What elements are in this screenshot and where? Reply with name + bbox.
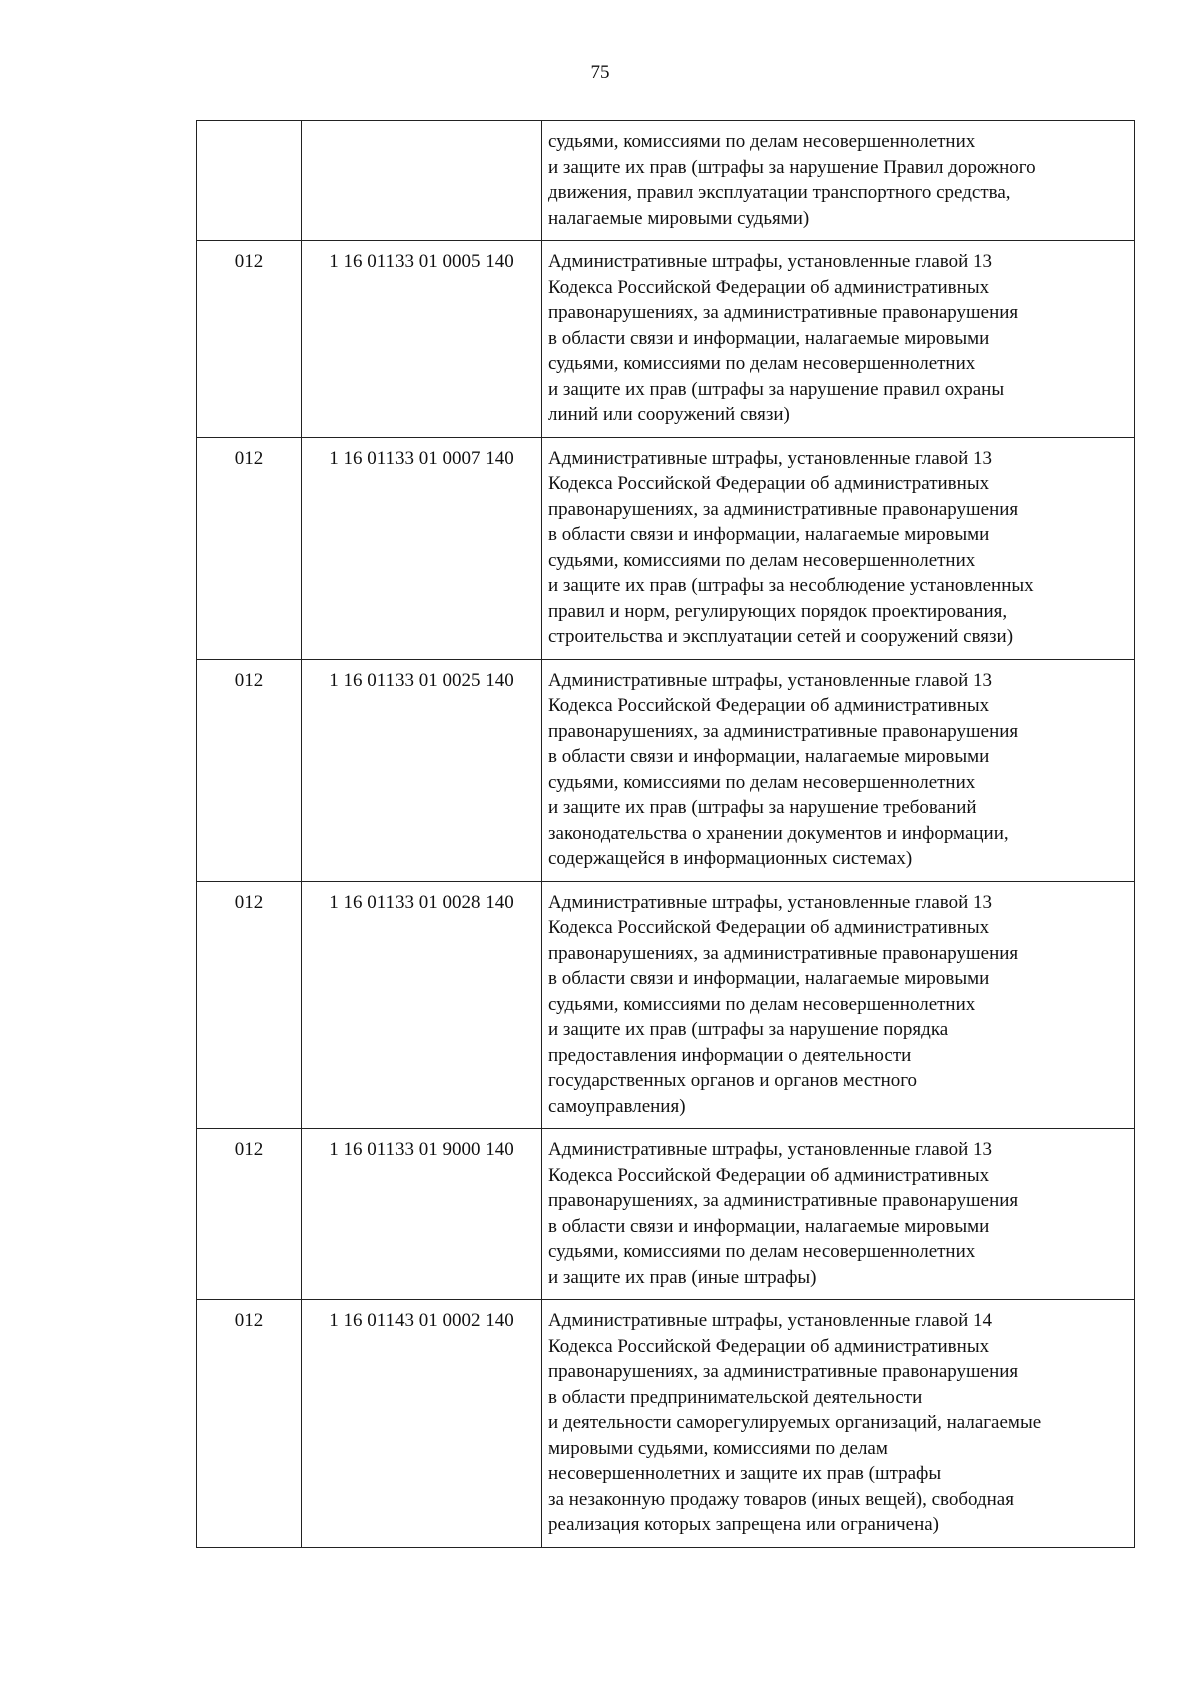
description-line: Административные штрафы, установленные главой 13 — [548, 891, 993, 913]
description-line: предоставления информации о деятельности — [548, 1044, 912, 1066]
admin-code-cell: 012 — [197, 1300, 302, 1548]
description-line: правонарушениях, за административные правонарушения — [548, 720, 1019, 742]
description-line: реализация которых запрещена или ограничена) — [548, 1514, 940, 1535]
description-line: и защите их прав (иные штрафы) — [548, 1266, 817, 1288]
budget-classification-code-cell: 1 16 01133 01 0007 140 — [302, 437, 542, 659]
description-line: Кодекса Российской Федерации об административных — [548, 276, 990, 298]
description-line: государственных органов и органов местного — [548, 1070, 918, 1091]
table-row — [197, 881, 1135, 1129]
description-line: движения, правил эксплуатации транспортного средства, — [548, 182, 1011, 203]
description-line: судьями, комиссиями по делам несовершеннолетних — [548, 993, 976, 1015]
admin-code-cell: 012 — [197, 659, 302, 881]
description-line: судьями, комиссиями по делам несовершеннолетних — [548, 771, 976, 793]
description-line: за незаконную продажу товаров (иных вещей), свободная — [548, 1488, 1014, 1510]
description-line: правонарушениях, за административные правонарушения — [548, 302, 1019, 323]
description-line: судьями, комиссиями по делам несовершеннолетних — [548, 131, 976, 152]
description-line: правонарушениях, за административные правонарушения — [548, 942, 1019, 964]
description-line: и защите их прав (штрафы за нарушение требований — [548, 797, 977, 818]
table-row — [197, 659, 1135, 881]
description-line: правонарушениях, за административные правонарушения — [548, 1361, 1019, 1382]
table-row — [197, 241, 1135, 438]
description-line: Административные штрафы, установленные главой 13 — [548, 1139, 993, 1160]
table-row — [197, 121, 1135, 241]
table-row — [197, 437, 1135, 659]
description-line: Административные штрафы, установленные главой 13 — [548, 251, 993, 272]
description-line: строительства и эксплуатации сетей и сооружений связи) — [548, 626, 1014, 647]
description-line: судьями, комиссиями по делам несовершеннолетних — [548, 1241, 976, 1262]
income-description-cell — [542, 659, 1135, 881]
description-line: в области связи и информации, налагаемые мировыми — [548, 1215, 990, 1237]
description-line: Кодекса Российской Федерации об административных — [548, 1164, 990, 1186]
description-line: содержащейся в информационных системах) — [548, 848, 913, 869]
description-line: и защите их прав (штрафы за нарушение Правил дорожного — [548, 156, 1036, 178]
admin-code-cell: 012 — [197, 437, 302, 659]
description-line: налагаемые мировыми судьями) — [548, 207, 810, 229]
description-line: Административные штрафы, установленные главой 13 — [548, 669, 993, 691]
income-description-cell — [542, 241, 1135, 438]
budget-classification-code-cell: 1 16 01133 01 0005 140 — [302, 241, 542, 438]
admin-code-cell — [197, 121, 302, 241]
budget-classification-code-cell: 1 16 01133 01 0025 140 — [302, 659, 542, 881]
description-line: Административные штрафы, установленные главой 14 — [548, 1310, 993, 1331]
description-line: в области связи и информации, налагаемые мировыми — [548, 968, 990, 989]
page-number: 75 — [590, 62, 610, 83]
description-line: судьями, комиссиями по делам несовершеннолетних — [548, 549, 976, 571]
admin-code-cell: 012 — [197, 881, 302, 1129]
description-line: линий или сооружений связи) — [548, 404, 790, 425]
description-line: Административные штрафы, установленные главой 13 — [548, 447, 993, 469]
description-line: в области связи и информации, налагаемые мировыми — [548, 746, 990, 767]
description-line: мировыми судьями, комиссиями по делам — [548, 1437, 888, 1459]
budget-classification-code-cell: 1 16 01133 01 9000 140 — [302, 1129, 542, 1300]
table-body — [197, 121, 1135, 1548]
description-line: в области связи и информации, налагаемые мировыми — [548, 524, 990, 545]
description-line: Кодекса Российской Федерации об административных — [548, 473, 990, 494]
description-line: судьями, комиссиями по делам несовершеннолетних — [548, 353, 976, 374]
income-description-cell — [542, 437, 1135, 659]
description-line: и защите их прав (штрафы за несоблюдение установленных — [548, 575, 1034, 596]
description-line: законодательства о хранении документов и информации, — [548, 822, 1009, 844]
description-line: и защите их прав (штрафы за нарушение правил охраны — [548, 378, 1005, 400]
income-description-cell — [542, 1129, 1135, 1300]
description-line: правонарушениях, за административные правонарушения — [548, 498, 1019, 520]
income-description-cell — [542, 121, 1135, 241]
table-row — [197, 1129, 1135, 1300]
income-description-cell — [542, 881, 1135, 1129]
budget-classification-code-cell: 1 16 01143 01 0002 140 — [302, 1300, 542, 1548]
budget-classification-code-cell: 1 16 01133 01 0028 140 — [302, 881, 542, 1129]
description-line: Кодекса Российской Федерации об административных — [548, 1335, 990, 1357]
budget-code-table — [196, 120, 1135, 1548]
income-description-cell — [542, 1300, 1135, 1548]
description-line: правил и норм, регулирующих порядок проектирования, — [548, 600, 1008, 622]
description-line: самоуправления) — [548, 1095, 686, 1117]
admin-code-cell: 012 — [197, 1129, 302, 1300]
description-line: в области предпринимательской деятельности — [548, 1386, 923, 1408]
admin-code-cell: 012 — [197, 241, 302, 438]
description-line: несовершеннолетних и защите их прав (штрафы — [548, 1463, 942, 1484]
description-line: правонарушениях, за административные правонарушения — [548, 1190, 1019, 1211]
description-line: Кодекса Российской Федерации об административных — [548, 917, 990, 938]
description-line: и защите их прав (штрафы за нарушение порядка — [548, 1019, 949, 1040]
budget-classification-code-cell — [302, 121, 542, 241]
description-line: в области связи и информации, налагаемые мировыми — [548, 327, 990, 349]
description-line: и деятельности саморегулируемых организаций, налагаемые — [548, 1412, 1042, 1433]
table-row — [197, 1300, 1135, 1548]
description-line: Кодекса Российской Федерации об административных — [548, 695, 990, 716]
